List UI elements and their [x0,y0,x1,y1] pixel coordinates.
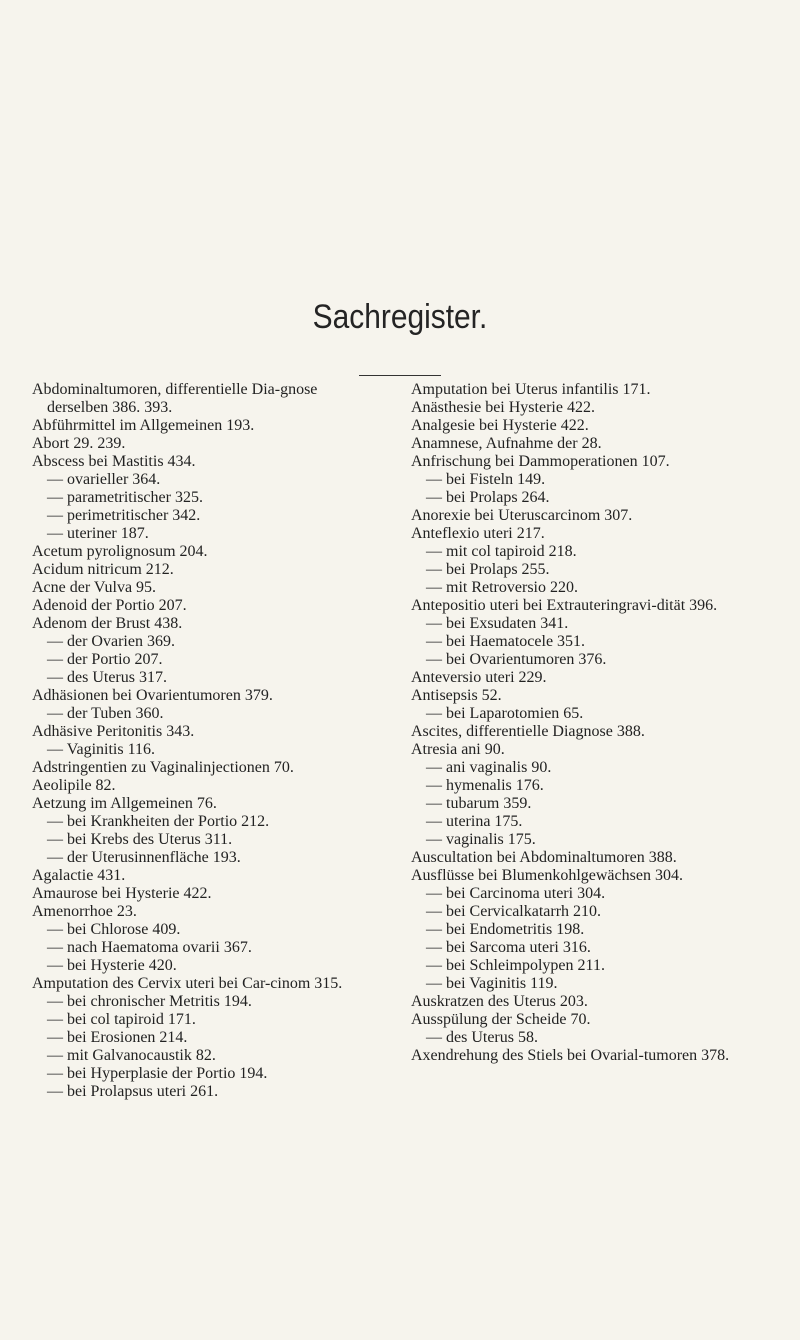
index-subentry: — bei col tapiroid 171. [47,1011,196,1028]
index-subentry: — bei Hyperplasie der Portio 194. [47,1065,268,1082]
index-entry: Amputation des Cervix uteri bei Car-cinom 315. [32,975,343,992]
index-entry: Anteversio uteri 229. [411,669,547,686]
index-subentry: — bei Prolaps 264. [426,489,550,506]
index-subentry: — bei Erosionen 214. [47,1029,188,1046]
index-entry: Anteflexio uteri 217. [411,525,545,542]
index-subentry: — des Uterus 317. [47,669,167,686]
index-entry: Axendrehung des Stiels bei Ovarial-tumoren 378. [411,1047,730,1064]
index-entry: Amenorrhoe 23. [32,903,137,920]
index-subentry: — uterina 175. [426,813,523,830]
index-subentry: — ovarieller 364. [47,471,161,488]
index-entry: Acidum nitricum 212. [32,561,174,578]
index-subentry: — bei Hysterie 420. [47,957,177,974]
index-subentry: — perimetritischer 342. [47,507,201,524]
index-entry: Amputation bei Uterus infantilis 171. [411,381,651,398]
index-entry: Anfrischung bei Dammoperationen 107. [411,453,670,470]
index-entry: Atresia ani 90. [411,741,505,758]
index-subentry: — bei Chlorose 409. [47,921,181,938]
index-entry: Ascites, differentielle Diagnose 388. [411,723,645,740]
index-entry: Antepositio uteri bei Extrauteringravi-dität 396. [411,597,718,614]
index-subentry: — bei Endometritis 198. [426,921,585,938]
index-subentry: — bei Sarcoma uteri 316. [426,939,591,956]
index-subentry: — bei Prolapsus uteri 261. [47,1083,219,1100]
index-subentry: — mit Galvanocaustik 82. [47,1047,216,1064]
page-title: Sachregister. [312,298,488,336]
index-entry: Anamnese, Aufnahme der 28. [411,435,602,452]
index-subentry: — ani vaginalis 90. [426,759,552,776]
index-subentry: — parametritischer 325. [47,489,203,506]
index-entry: Acne der Vulva 95. [32,579,157,596]
index-subentry: — des Uterus 58. [426,1029,538,1046]
index-column-left [32,381,377,1101]
index-entry: Adstringentien zu Vaginalinjectionen 70. [32,759,294,776]
index-subentry: — bei Laparotomien 65. [426,705,584,722]
index-subentry: — nach Haematoma ovarii 367. [47,939,252,956]
index-entry: Adhäsive Peritonitis 343. [32,723,195,740]
index-column-right [411,381,756,1065]
index-entry: Antisepsis 52. [411,687,502,704]
index-subentry: — bei Fisteln 149. [426,471,546,488]
index-entry: Ausspülung der Scheide 70. [411,1011,591,1028]
index-entry: Analgesie bei Hysterie 422. [411,417,589,434]
index-entry: Amaurose bei Hysterie 422. [32,885,212,902]
index-subentry: — bei Ovarientumoren 376. [426,651,607,668]
index-subentry: — bei Schleimpolypen 211. [426,957,605,974]
index-entry: Adenom der Brust 438. [32,615,183,632]
index-entry: Auskratzen des Uterus 203. [411,993,588,1010]
index-subentry: — bei Carcinoma uteri 304. [426,885,606,902]
index-entry: Acetum pyrolignosum 204. [32,543,208,560]
index-entry: Adhäsionen bei Ovarientumoren 379. [32,687,273,704]
index-subentry: — mit col tapiroid 218. [426,543,577,560]
index-entry: Anorexie bei Uteruscarcinom 307. [411,507,633,524]
index-entry: Anästhesie bei Hysterie 422. [411,399,595,416]
index-subentry: — bei Cervicalkatarrh 210. [426,903,602,920]
index-entry: Ausflüsse bei Blumenkohlgewächsen 304. [411,867,683,884]
index-subentry: — bei Prolaps 255. [426,561,550,578]
index-subentry: — Vaginitis 116. [47,741,156,758]
index-entry: Aeolipile 82. [32,777,116,794]
index-subentry: — der Uterusinnenfläche 193. [47,849,241,866]
index-entry: Abscess bei Mastitis 434. [32,453,196,470]
index-entry: Abführmittel im Allgemeinen 193. [32,417,255,434]
index-entry: Abdominaltumoren, differentielle Dia-gnose derselben 386. 393. [32,381,318,416]
index-entry: Auscultation bei Abdominaltumoren 388. [411,849,677,866]
index-subentry: — bei Exsudaten 341. [426,615,569,632]
index-entry: Agalactie 431. [32,867,126,884]
index-subentry: — bei Krebs des Uterus 311. [47,831,233,848]
index-subentry: — der Portio 207. [47,651,163,668]
index-subentry: — mit Retroversio 220. [426,579,578,596]
index-subentry: — hymenalis 176. [426,777,544,794]
index-subentry: — bei Krankheiten der Portio 212. [47,813,270,830]
index-subentry: — vaginalis 175. [426,831,536,848]
index-subentry: — uteriner 187. [47,525,149,542]
index-entry: Adenoid der Portio 207. [32,597,187,614]
title-divider [359,375,441,376]
index-subentry: — der Tuben 360. [47,705,164,722]
index-subentry: — bei chronischer Metritis 194. [47,993,252,1010]
index-subentry: — tubarum 359. [426,795,532,812]
index-subentry: — bei Vaginitis 119. [426,975,558,992]
index-entry: Abort 29. 239. [32,435,126,452]
index-subentry: — der Ovarien 369. [47,633,175,650]
index-entry: Aetzung im Allgemeinen 76. [32,795,217,812]
index-subentry: — bei Haematocele 351. [426,633,586,650]
